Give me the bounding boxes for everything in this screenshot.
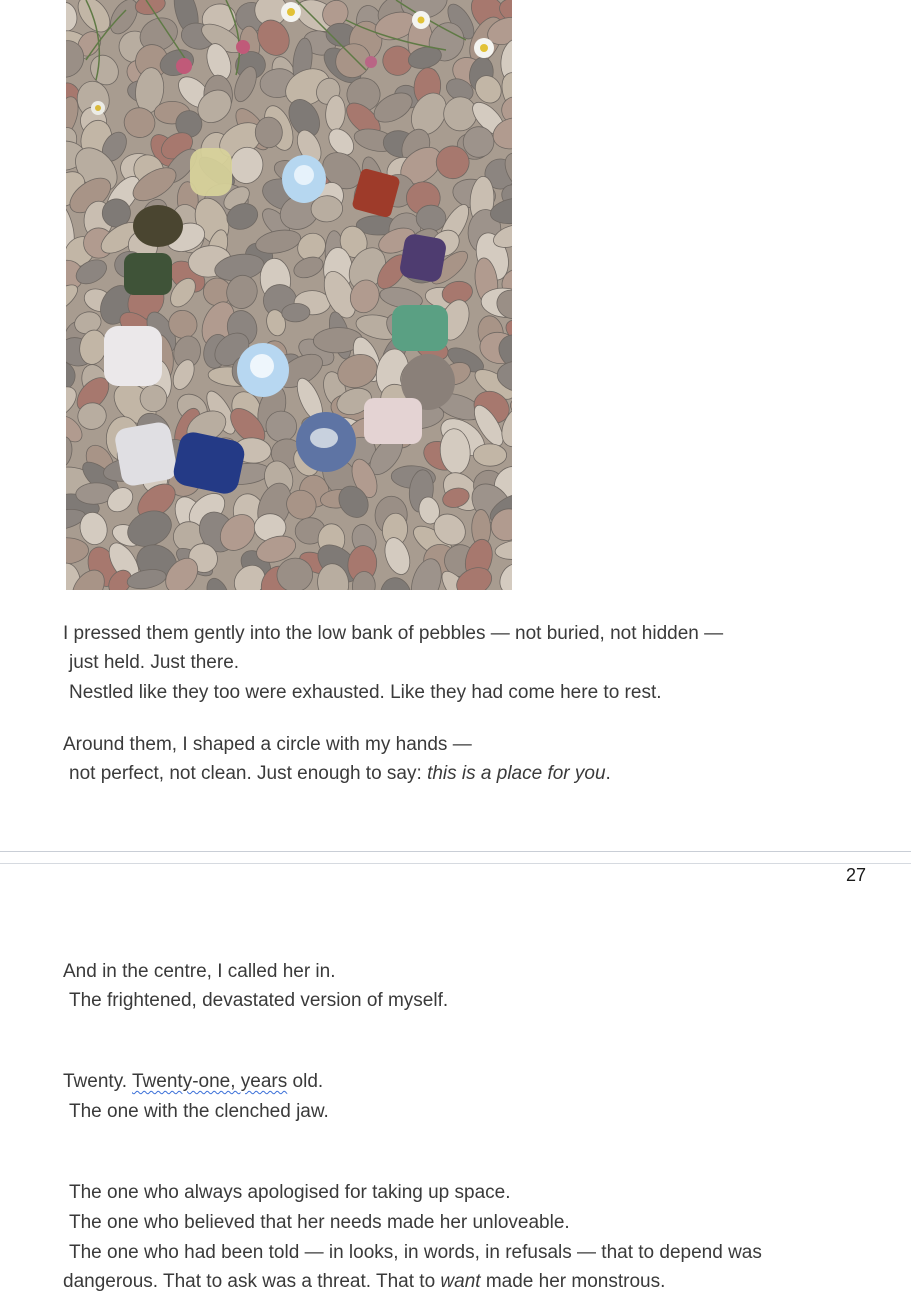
body-text-line xyxy=(69,763,611,785)
page-break-divider xyxy=(0,863,911,864)
body-text-line: The one who always apologised for taking up space. xyxy=(69,1182,511,1203)
page-number: 27 xyxy=(845,865,866,885)
body-text-line xyxy=(63,1071,323,1093)
text-run: . xyxy=(605,763,611,784)
pebble xyxy=(416,205,447,232)
text-run: dangerous. That to ask was a threat. That to xyxy=(63,1271,441,1292)
pebble xyxy=(473,444,507,467)
spellcheck-flagged-text[interactable]: Twenty-one, years xyxy=(132,1071,288,1092)
text-run: made her monstrous. xyxy=(480,1271,666,1292)
body-text-line: Around them, I shaped a circle with my hands — xyxy=(63,734,472,755)
body-text-line: just held. Just there. xyxy=(69,652,240,673)
body-text-line xyxy=(63,1271,665,1293)
body-text-line: I pressed them gently into the low bank of pebbles — not buried, not hidden — xyxy=(63,623,724,644)
body-text-line: Nestled like they too were exhausted. Like they had come here to rest. xyxy=(69,682,662,703)
text-run: Twenty. xyxy=(63,1071,132,1092)
body-text-line: The frightened, devastated version of myself. xyxy=(69,990,449,1011)
text-run: not perfect, not clean. Just enough to say: xyxy=(69,763,428,784)
italic-text-run: this is a place for you xyxy=(427,763,606,784)
body-text-line: The one with the clenched jaw. xyxy=(69,1101,329,1122)
crystals-on-pebbles-photo xyxy=(66,0,512,590)
page-break-divider xyxy=(0,851,911,852)
body-text-line: The one who believed that her needs made her unloveable. xyxy=(69,1212,570,1233)
body-text-line: And in the centre, I called her in. xyxy=(63,961,336,982)
italic-text-run: want xyxy=(440,1271,481,1292)
body-text-line: The one who had been told — in looks, in words, in refusals — that to depend was xyxy=(69,1242,762,1263)
text-run: old. xyxy=(287,1071,324,1092)
